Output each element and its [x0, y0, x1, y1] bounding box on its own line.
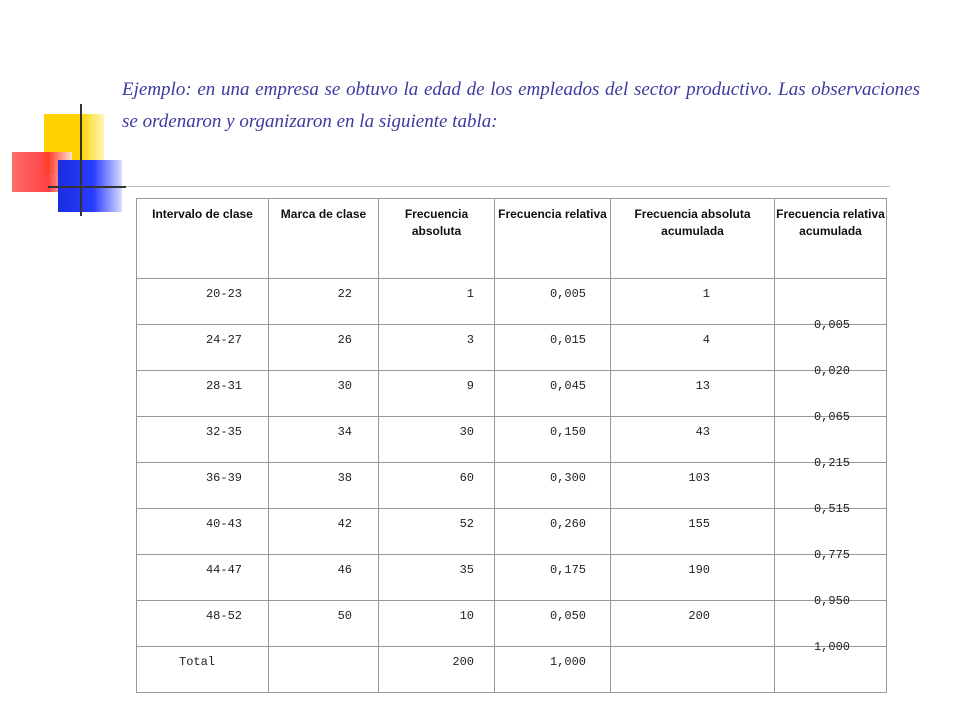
table-row	[137, 601, 887, 647]
cell-absoluta: 10	[379, 601, 495, 647]
cell-total-absoluta: 200	[379, 647, 495, 693]
cell-absoluta: 9	[379, 371, 495, 417]
cell-relativa: 0,150	[495, 417, 611, 463]
cell-total-marca	[269, 647, 379, 693]
cell-relativa: 0,050	[495, 601, 611, 647]
cell-absoluta-acumulada: 103	[611, 463, 775, 509]
table-row	[137, 417, 887, 463]
cell-intervalo: 36-39	[137, 463, 269, 509]
table-total-row	[137, 647, 887, 693]
cell-intervalo: 28-31	[137, 371, 269, 417]
cell-marca: 30	[269, 371, 379, 417]
cell-relativa: 0,015	[495, 325, 611, 371]
cell-relativa: 0,175	[495, 555, 611, 601]
cell-marca: 22	[269, 279, 379, 325]
cell-marca: 46	[269, 555, 379, 601]
horizontal-divider-accent	[48, 186, 126, 188]
cell-relativa: 0,260	[495, 509, 611, 555]
cell-absoluta: 52	[379, 509, 495, 555]
cell-total-relativa: 1,000	[495, 647, 611, 693]
cell-marca: 38	[269, 463, 379, 509]
cell-absoluta-acumulada: 155	[611, 509, 775, 555]
cell-intervalo: 20-23	[137, 279, 269, 325]
cell-marca: 34	[269, 417, 379, 463]
table-row	[137, 325, 887, 371]
horizontal-divider	[48, 186, 890, 187]
table-row	[137, 463, 887, 509]
table-row	[137, 509, 887, 555]
decorative-corner-graphic	[0, 0, 140, 230]
header-frecuencia-absoluta-acumulada: Frecuencia absoluta acumulada	[611, 199, 775, 279]
header-frecuencia-absoluta: Frecuencia absoluta	[379, 199, 495, 279]
cell-relativa-acumulada-value: 0,775	[813, 548, 850, 562]
cell-absoluta-acumulada: 43	[611, 417, 775, 463]
intro-paragraph: Ejemplo: en una empresa se obtuvo la edad de los empleados del sector productivo. Las observaciones se ordenaron y organizaron en la siguiente tabla:	[122, 79, 920, 132]
table-header-row	[137, 199, 887, 279]
cell-absoluta-acumulada: 4	[611, 325, 775, 371]
cell-relativa: 0,045	[495, 371, 611, 417]
cell-intervalo: 48-52	[137, 601, 269, 647]
header-marca: Marca de clase	[269, 199, 379, 279]
cell-relativa-acumulada-value: 0,950	[813, 594, 850, 608]
cell-absoluta-acumulada: 1	[611, 279, 775, 325]
cell-absoluta-acumulada: 13	[611, 371, 775, 417]
cell-relativa-acumulada	[775, 279, 887, 332]
cell-absoluta: 35	[379, 555, 495, 601]
cell-relativa-acumulada-value: 0,005	[813, 318, 850, 332]
cell-absoluta: 60	[379, 463, 495, 509]
cell-absoluta: 3	[379, 325, 495, 371]
cell-absoluta-acumulada: 190	[611, 555, 775, 601]
cell-marca: 50	[269, 601, 379, 647]
cell-marca: 26	[269, 325, 379, 371]
header-intervalo: Intervalo de clase	[137, 199, 269, 279]
cell-relativa-acumulada-value: 0,065	[813, 410, 850, 424]
cell-absoluta: 1	[379, 279, 495, 325]
frequency-table	[136, 198, 887, 693]
table-row	[137, 555, 887, 601]
cell-intervalo: 44-47	[137, 555, 269, 601]
header-frecuencia-relativa-acumulada: Frecuencia relativa acumulada	[775, 199, 887, 279]
cell-absoluta-acumulada: 200	[611, 601, 775, 647]
cell-relativa-acumulada-value: 0,515	[813, 502, 850, 516]
vertical-divider	[80, 104, 82, 216]
cell-intervalo: 32-35	[137, 417, 269, 463]
cell-total-absoluta-acumulada	[611, 647, 775, 693]
cell-relativa-acumulada-value: 0,020	[813, 364, 850, 378]
cell-relativa: 0,005	[495, 279, 611, 325]
cell-relativa: 0,300	[495, 463, 611, 509]
cell-intervalo: 24-27	[137, 325, 269, 371]
cell-intervalo: 40-43	[137, 509, 269, 555]
header-frecuencia-relativa: Frecuencia relativa	[495, 199, 611, 279]
cell-relativa-acumulada-value: 0,215	[813, 456, 850, 470]
cell-marca: 42	[269, 509, 379, 555]
cell-absoluta: 30	[379, 417, 495, 463]
cell-relativa-acumulada-value: 1,000	[813, 640, 850, 654]
cell-total-label: Total	[137, 647, 269, 693]
table-row	[137, 279, 887, 325]
table-row	[137, 371, 887, 417]
